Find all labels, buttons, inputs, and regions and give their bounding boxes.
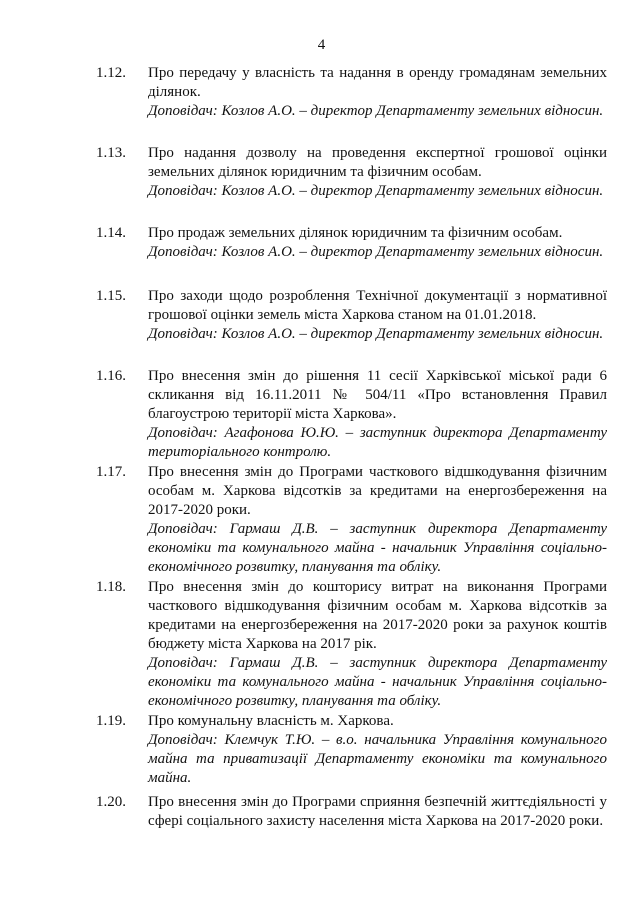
item-body <box>148 463 607 577</box>
item-number: 1.19. <box>96 713 126 729</box>
item-title: Про передачу у власність та надання в оренду громадянам земельних ділянок. <box>148 65 607 100</box>
item-body <box>148 64 607 121</box>
item-body <box>148 578 607 711</box>
item-title: Про надання дозволу на проведення експертної грошової оцінки земельних ділянок юридичним та фізичним особам. <box>148 145 607 180</box>
item-title: Про внесення змін до кошторису витрат на виконання Програми часткового відшкодування фізичним особам м. Харкова відсотків за кредитами на енергозбереження на 2017-2020 роки за рахунок коштів бюджету міста Харкова на 2017 рік. <box>148 579 607 652</box>
item-speaker: Доповідач: Козлов А.О. – директор Департаменту земельних відносин. <box>148 244 604 260</box>
item-body <box>148 367 607 462</box>
item-number: 1.14. <box>96 225 126 241</box>
item-title: Про комунальну власність м. Харкова. <box>148 713 394 729</box>
item-speaker: Доповідач: Козлов А.О. – директор Департаменту земельних відносин. <box>148 103 604 119</box>
item-body <box>148 144 607 201</box>
item-speaker: Доповідач: Агафонова Ю.Ю. – заступник директора Департаменту територіального контролю. <box>148 425 607 460</box>
item-number: 1.18. <box>96 579 126 595</box>
item-body <box>148 224 607 262</box>
item-number: 1.12. <box>96 65 126 81</box>
item-number: 1.20. <box>96 794 126 810</box>
item-body <box>148 793 607 831</box>
item-speaker: Доповідач: Козлов А.О. – директор Департаменту земельних відносин. <box>148 183 604 199</box>
item-number: 1.17. <box>96 464 126 480</box>
item-number: 1.16. <box>96 368 126 384</box>
item-number: 1.13. <box>96 145 126 161</box>
item-speaker: Доповідач: Гармаш Д.В. – заступник директора Департаменту економіки та комунального майна - начальник Управління соціально-економічного розвитку, планування та обліку. <box>148 521 607 575</box>
item-title: Про заходи щодо розроблення Технічної документації з нормативної грошової оцінки земель міста Харкова станом на 01.01.2018. <box>148 288 607 323</box>
item-body <box>148 287 607 344</box>
item-speaker: Доповідач: Гармаш Д.В. – заступник директора Департаменту економіки та комунального майна - начальник Управління соціально-економічного розвитку, планування та обліку. <box>148 655 607 709</box>
item-title: Про продаж земельних ділянок юридичним та фізичним особам. <box>148 225 563 241</box>
page-number: 4 <box>317 37 326 53</box>
item-title: Про внесення змін до Програми сприяння безпечній життєдіяльності у сфері соціального захисту населення міста Харкова на 2017-2020 роки. <box>148 794 607 829</box>
item-speaker: Доповідач: Козлов А.О. – директор Департаменту земельних відносин. <box>148 326 604 342</box>
item-body <box>148 712 607 788</box>
item-title: Про внесення змін до Програми часткового відшкодування фізичним особам м. Харкова відсотків за кредитами на енергозбереження на 2017-2020 роки. <box>148 464 607 518</box>
item-title: Про внесення змін до рішення 11 сесії Харківської міської ради 6 скликання від 16.11.2011 № 504/11 «Про встановлення Правил благоустрою території міста Харкова». <box>148 368 607 422</box>
item-speaker: Доповідач: Клемчук Т.Ю. – в.о. начальника Управління комунального майна та приватизації Департаменту економіки та комунального майна. <box>148 732 607 786</box>
item-number: 1.15. <box>96 288 126 304</box>
